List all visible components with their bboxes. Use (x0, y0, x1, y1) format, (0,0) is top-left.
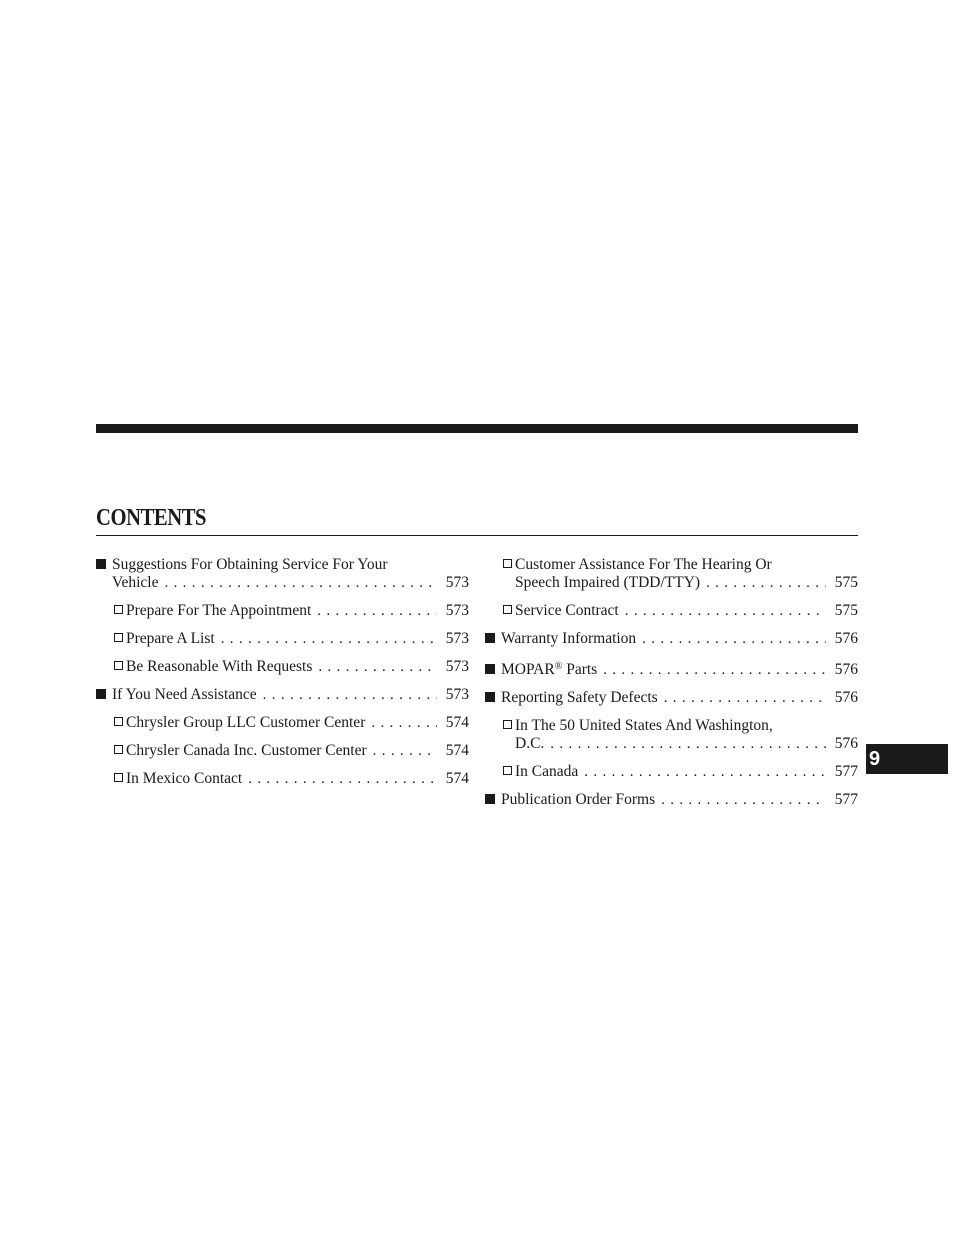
toc-entry-title: If You Need Assistance (112, 686, 257, 703)
open-square-bullet-icon (114, 658, 126, 676)
top-rule (96, 424, 858, 433)
toc-entry[interactable] (96, 742, 469, 760)
toc-entry[interactable] (485, 556, 858, 592)
toc-entry-page: 574 (445, 714, 469, 731)
dot-leader (164, 574, 437, 592)
open-square-bullet-icon (114, 630, 126, 648)
dot-leader (664, 689, 826, 707)
toc-entry-title: Customer Assistance For The Hearing Or (515, 556, 772, 573)
open-square-bullet-icon (114, 602, 126, 620)
toc-entry-page: 574 (445, 742, 469, 759)
toc-entry-page: 574 (445, 770, 469, 787)
toc-entry-page: 576 (834, 630, 858, 647)
toc-entry-title: In Mexico Contact (126, 770, 243, 787)
open-square-bullet-icon (503, 556, 515, 574)
toc-entry-title: Prepare For The Appointment (126, 602, 312, 619)
chapter-tab-number: 9 (869, 748, 881, 770)
dot-leader (584, 763, 826, 781)
toc-entry-page: 575 (834, 574, 858, 591)
toc-entry[interactable] (96, 658, 469, 676)
dot-leader (248, 770, 437, 788)
square-bullet-icon (96, 556, 112, 574)
toc-left-column (96, 556, 469, 798)
square-bullet-icon (96, 686, 112, 704)
toc-entry[interactable] (96, 602, 469, 620)
toc-entry-title-continued: Vehicle (112, 574, 159, 591)
square-bullet-icon (485, 630, 501, 648)
open-square-bullet-icon (503, 717, 515, 735)
toc-entry-title: Warranty Information (501, 630, 637, 647)
registered-mark: ® (554, 661, 563, 672)
toc-entry-page: 573 (445, 630, 469, 647)
dot-leader (318, 658, 437, 676)
dot-leader (706, 574, 826, 592)
toc-entry-page: 576 (834, 689, 858, 706)
dot-leader (317, 602, 437, 620)
dot-leader (371, 714, 437, 732)
dot-leader (625, 602, 826, 620)
open-square-bullet-icon (114, 714, 126, 732)
toc-entry[interactable] (96, 686, 469, 704)
square-bullet-icon (485, 791, 501, 809)
toc-entry-page: 573 (445, 602, 469, 619)
title-rule (96, 535, 858, 536)
open-square-bullet-icon (503, 602, 515, 620)
toc-entry[interactable] (96, 714, 469, 732)
toc-entry-title: Be Reasonable With Requests (126, 658, 313, 675)
square-bullet-icon (485, 661, 501, 679)
toc-entry[interactable] (485, 717, 858, 753)
toc-entry-page: 575 (834, 602, 858, 619)
toc-entry-page: 577 (834, 763, 858, 780)
toc-entry-title-continued: D.C. (515, 735, 545, 752)
toc-entry[interactable] (485, 658, 858, 679)
toc-entry-title: Service Contract (515, 602, 619, 619)
toc-entry[interactable] (485, 689, 858, 707)
toc-entry[interactable] (485, 763, 858, 781)
toc-entry[interactable] (485, 602, 858, 620)
dot-leader (661, 791, 826, 809)
dot-leader (263, 686, 437, 704)
toc-entry-title: MOPAR® Parts (501, 661, 598, 678)
dot-leader (642, 630, 826, 648)
toc-entry-title: Chrysler Group LLC Customer Center (126, 714, 366, 731)
toc-entry-page: 573 (445, 686, 469, 703)
toc-entry-title: Prepare A List (126, 630, 215, 647)
toc-entry-title: Suggestions For Obtaining Service For Your (112, 556, 388, 573)
toc-entry-title: In The 50 United States And Washington, (515, 717, 773, 734)
toc-entry-title: In Canada (515, 763, 579, 780)
open-square-bullet-icon (114, 770, 126, 788)
dot-leader (373, 742, 437, 760)
open-square-bullet-icon (114, 742, 126, 760)
toc-entry-title-continued: Speech Impaired (TDD/TTY) (515, 574, 701, 591)
toc-entry[interactable] (96, 630, 469, 648)
toc-entry-page: 577 (834, 791, 858, 808)
toc-entry-page: 573 (445, 658, 469, 675)
toc-entry-title: Publication Order Forms (501, 791, 656, 808)
open-square-bullet-icon (503, 763, 515, 781)
toc-entry-page: 576 (834, 735, 858, 752)
toc-entry[interactable] (485, 791, 858, 809)
square-bullet-icon (485, 689, 501, 707)
toc-entry[interactable] (485, 630, 858, 648)
dot-leader (550, 735, 826, 753)
toc-entry-page: 576 (834, 661, 858, 678)
dot-leader (221, 630, 437, 648)
toc-entry-page: 573 (445, 574, 469, 591)
toc-entry[interactable] (96, 556, 469, 592)
toc-entry-title: Chrysler Canada Inc. Customer Center (126, 742, 367, 759)
toc-entry-title: Reporting Safety Defects (501, 689, 658, 706)
dot-leader (603, 661, 826, 679)
toc-entry[interactable] (96, 770, 469, 788)
page-title: CONTENTS (96, 505, 207, 531)
toc-right-column (485, 556, 858, 819)
